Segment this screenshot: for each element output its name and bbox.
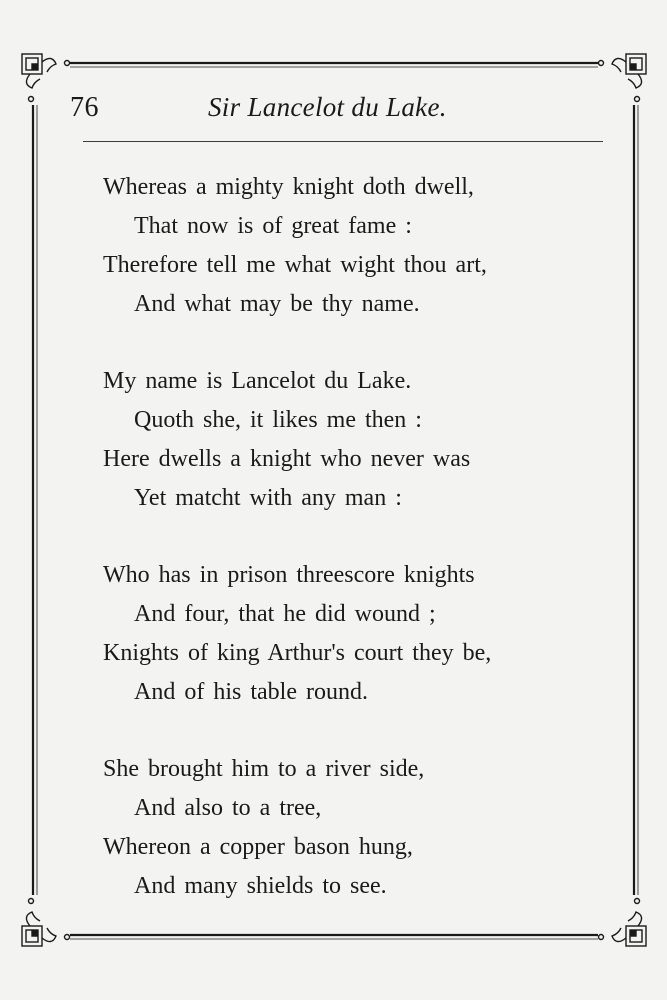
poem-line: Whereas a mighty knight doth dwell, [103,174,474,200]
stanza [103,168,603,324]
stanza [103,556,603,712]
poem-line: And four, that he did wound ; [134,601,436,627]
poem-line: Who has in prison threescore knights [103,562,475,588]
running-title: Sir Lancelot du Lake. [208,92,447,122]
page-header [70,92,490,132]
poem-line: Whereon a copper bason hung, [103,834,413,860]
poem-line: Yet matcht with any man : [134,485,402,511]
fleuron-corner-icon [22,54,70,102]
fleuron-corner-icon [599,54,647,102]
poem-line: My name is Lancelot du Lake. [103,368,412,394]
poem-line: Here dwells a knight who never was [103,446,471,472]
poem-line: Knights of king Arthur's court they be, [103,640,492,666]
poem-line: She brought him to a river side, [103,756,425,782]
poem-line: That now is of great fame : [134,213,412,239]
poem-line: And also to a tree, [134,795,322,821]
stanza [103,362,603,518]
poem-line: Quoth she, it likes me then : [134,407,422,433]
page-number: 76 [70,92,99,123]
poem-line: And of his table round. [134,679,368,705]
poem-line: Therefore tell me what wight thou art, [103,252,487,278]
stanza [103,750,603,906]
fleuron-corner-icon [599,899,647,947]
poem-line: And many shields to see. [134,873,387,899]
fleuron-corner-icon [22,899,70,947]
poem-body [103,168,603,944]
header-rule [83,141,603,142]
poem-line: And what may be thy name. [134,291,420,317]
